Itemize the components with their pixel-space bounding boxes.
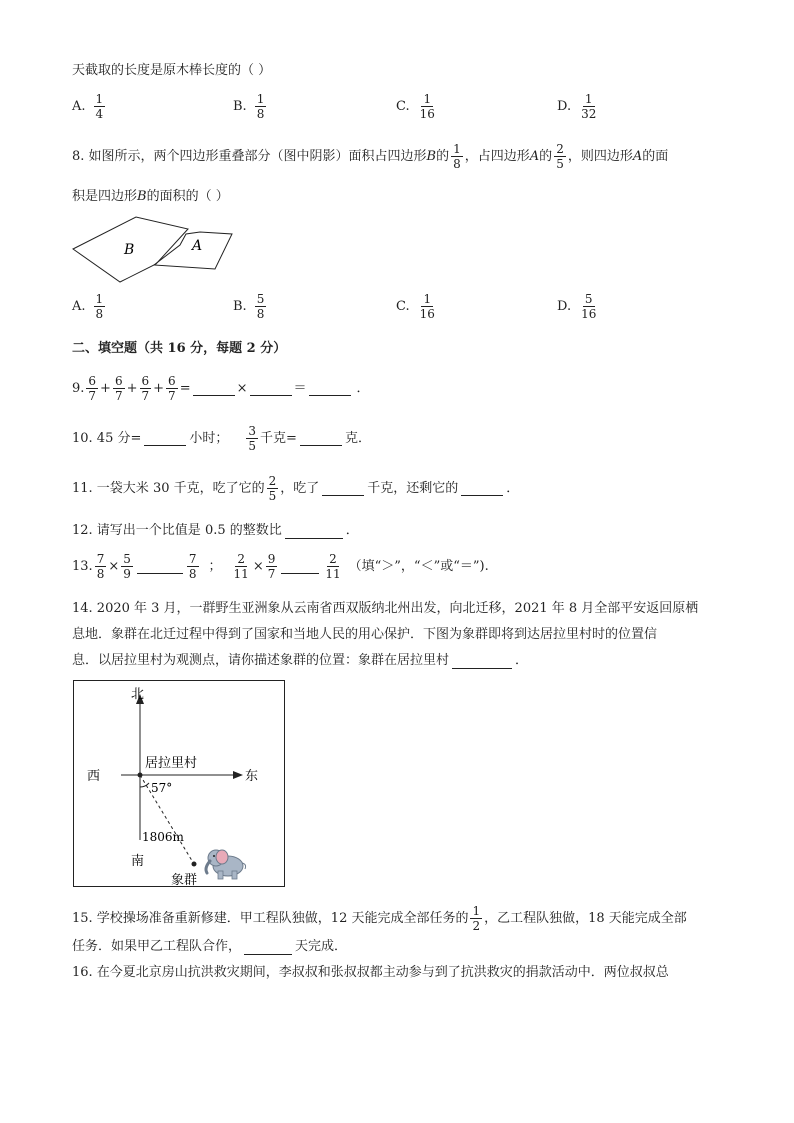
q8-line2: 积是四边形B的面积的（ ） — [72, 189, 229, 204]
q7-option-c: C. $\frac{1}{16}$ — [396, 92, 435, 121]
distance-label: 1806m — [142, 830, 184, 844]
answer-blank[interactable] — [322, 481, 364, 496]
q8-option-b: B. $\frac{5}{8}$ — [233, 292, 265, 321]
answer-blank[interactable] — [250, 381, 292, 396]
q8-option-a: A. $\frac{1}{8}$ — [72, 292, 104, 321]
q7-option-b: B. $\frac{1}{8}$ — [233, 92, 265, 121]
q15-line2: 任务．如果甲乙工程队合作， 天完成． — [72, 939, 348, 954]
south-label: 南 — [131, 854, 145, 869]
position-map — [73, 680, 286, 888]
answer-blank[interactable] — [309, 381, 351, 396]
q14-line3: 息．以居拉里村为观测点，请你描述象群的位置：象群在居拉里村 ． — [72, 653, 529, 668]
answer-blank[interactable] — [281, 559, 319, 574]
label-b: B — [124, 242, 135, 258]
q10: 10. 45 分= 小时； $\frac{3}{5}$ 千克= 克． — [72, 424, 371, 453]
answer-blank[interactable] — [144, 431, 186, 446]
answer-blank[interactable] — [461, 481, 503, 496]
q14-line1: 14. 2020 年 3 月，一群野生亚洲象从云南省西双版纳北州出发，向北迁移，2021 年 8 月全部平安返回原栖 — [72, 601, 699, 616]
q16: 16. 在今夏北京房山抗洪救灾期间，李叔叔和张叔叔都主动参与到了抗洪救灾的捐款活动中．两位叔叔总 — [72, 965, 669, 980]
quadrilateral-figure — [68, 212, 238, 284]
answer-blank[interactable] — [300, 431, 342, 446]
q14-line2: 息地．象群在北迁过程中得到了国家和当地人民的用心保护．下图为象群即将到达居拉里村时的位置信 — [72, 627, 658, 642]
q8-option-d: D. $\frac{5}{16}$ — [557, 292, 597, 321]
q7-option-a: A. $\frac{1}{4}$ — [72, 92, 104, 121]
herd-label: 象群 — [171, 873, 198, 888]
answer-blank[interactable] — [452, 654, 512, 669]
answer-blank[interactable] — [285, 524, 343, 539]
east-label: 东 — [245, 769, 259, 784]
answer-blank[interactable] — [244, 940, 292, 955]
q7-tail: 天截取的长度是原木棒长度的（ ） — [72, 63, 272, 78]
section-heading: 二、填空题（共 16 分，每题 2 分） — [72, 341, 287, 356]
angle-label: 57° — [151, 781, 173, 795]
north-label: 北 — [131, 687, 145, 702]
answer-blank[interactable] — [137, 559, 183, 574]
village-label: 居拉里村 — [145, 756, 198, 771]
q13: 13. $\frac{7}{8}$ × $\frac{5}{9}$ $\frac{7}{8}$ ； $\frac{2}{11}$ × $\frac{9}{7}$ $\frac{2}{11}$ （填“＞”，“＜”或“＝”). — [72, 552, 489, 581]
q12: 12. 请写出一个比值是 0.5 的整数比 ． — [72, 523, 359, 538]
q11: 11. 一袋大米 30 千克，吃了它的 $\frac{2}{5}$ ，吃了 千克，还剩它的 ． — [72, 474, 520, 503]
q8-line1: 8. 如图所示，两个四边形重叠部分（图中阴影）面积占四边形 B 的 $\frac{1}{8}$ ，占四边形 A 的 $\frac{2}{5}$ ，则四边形 A 的面 — [72, 142, 669, 171]
herd-point — [192, 862, 197, 867]
q9: 9. $\frac{6}{7}$ + $\frac{6}{7}$ + $\frac{6}{7}$ + $\frac{6}{7}$ = × ＝ ． — [72, 374, 370, 403]
west-label: 西 — [87, 769, 101, 784]
q7-option-d: D. $\frac{1}{32}$ — [557, 92, 597, 121]
label-a: A — [192, 238, 203, 254]
q8-option-c: C. $\frac{1}{16}$ — [396, 292, 435, 321]
q15-line1: 15. 学校操场准备重新修建．甲工程队独做，12 天能完成全部任务的 $\frac{1}{2}$ ，乙工程队独做，18 天能完成全部 — [72, 904, 687, 933]
answer-blank[interactable] — [193, 381, 235, 396]
